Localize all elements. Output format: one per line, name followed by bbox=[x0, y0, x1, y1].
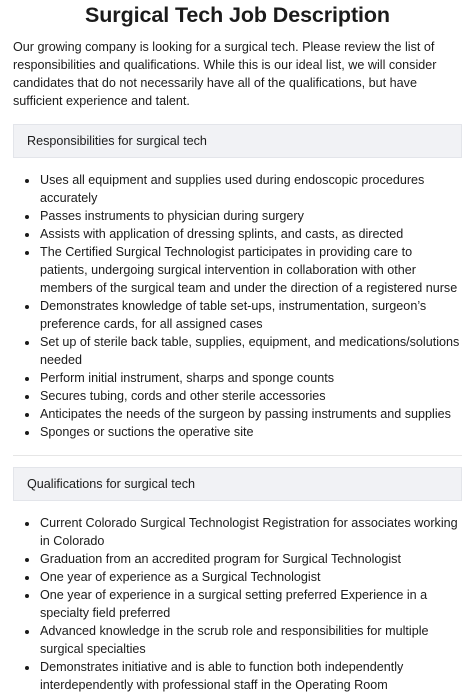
qualifications-list bbox=[13, 514, 462, 694]
page-title: Surgical Tech Job Description bbox=[85, 3, 390, 27]
list-item: • Uses all equipment and supplies used during endoscopic procedures accurately bbox=[39, 171, 462, 207]
list-item: • Current Colorado Surgical Technologist Registration for associates working in Colorado bbox=[39, 514, 462, 550]
list-item: • Demonstrates knowledge of table set-ups, instrumentation, surgeon’s preference cards, for all assigned cases bbox=[39, 297, 462, 333]
qualifications-heading: Qualifications for surgical tech bbox=[13, 467, 462, 501]
list-item: • Demonstrates initiative and is able to function both independently interdependently with professional staff in the Operating Room bbox=[39, 658, 462, 694]
list-item: • Set up of sterile back table, supplies, equipment, and medications/solutions needed bbox=[39, 333, 462, 369]
list-item: • Perform initial instrument, sharps and sponge counts bbox=[39, 369, 462, 387]
list-item: • Secures tubing, cords and other sterile accessories bbox=[39, 387, 462, 405]
list-item: • Graduation from an accredited program for Surgical Technologist bbox=[39, 550, 462, 568]
responsibilities-list bbox=[13, 171, 462, 441]
responsibilities-heading: Responsibilities for surgical tech bbox=[13, 124, 462, 158]
list-item: • Anticipates the needs of the surgeon by passing instruments and supplies bbox=[39, 405, 462, 423]
list-item: • Assists with application of dressing splints, and casts, as directed bbox=[39, 225, 462, 243]
intro-paragraph: Our growing company is looking for a surgical tech. Please review the list of responsibilities and qualifications. While this is our ideal list, we will consider candidates that do not necessarily have all of the qualifications, but have sufficient experience and talent. bbox=[13, 40, 437, 108]
list-item: • The Certified Surgical Technologist participates in providing care to patients, undergoing surgical intervention in collaboration with other members of the surgical team and under the direction of a registered nurse bbox=[39, 243, 462, 297]
section-divider bbox=[13, 455, 462, 456]
list-item: • Sponges or suctions the operative site bbox=[39, 423, 462, 441]
list-item: • Passes instruments to physician during surgery bbox=[39, 207, 462, 225]
list-item: • One year of experience as a Surgical Technologist bbox=[39, 568, 462, 586]
list-item: • Advanced knowledge in the scrub role and responsibilities for multiple surgical specialties bbox=[39, 622, 462, 658]
list-item: • One year of experience in a surgical setting preferred Experience in a specialty field preferred bbox=[39, 586, 462, 622]
